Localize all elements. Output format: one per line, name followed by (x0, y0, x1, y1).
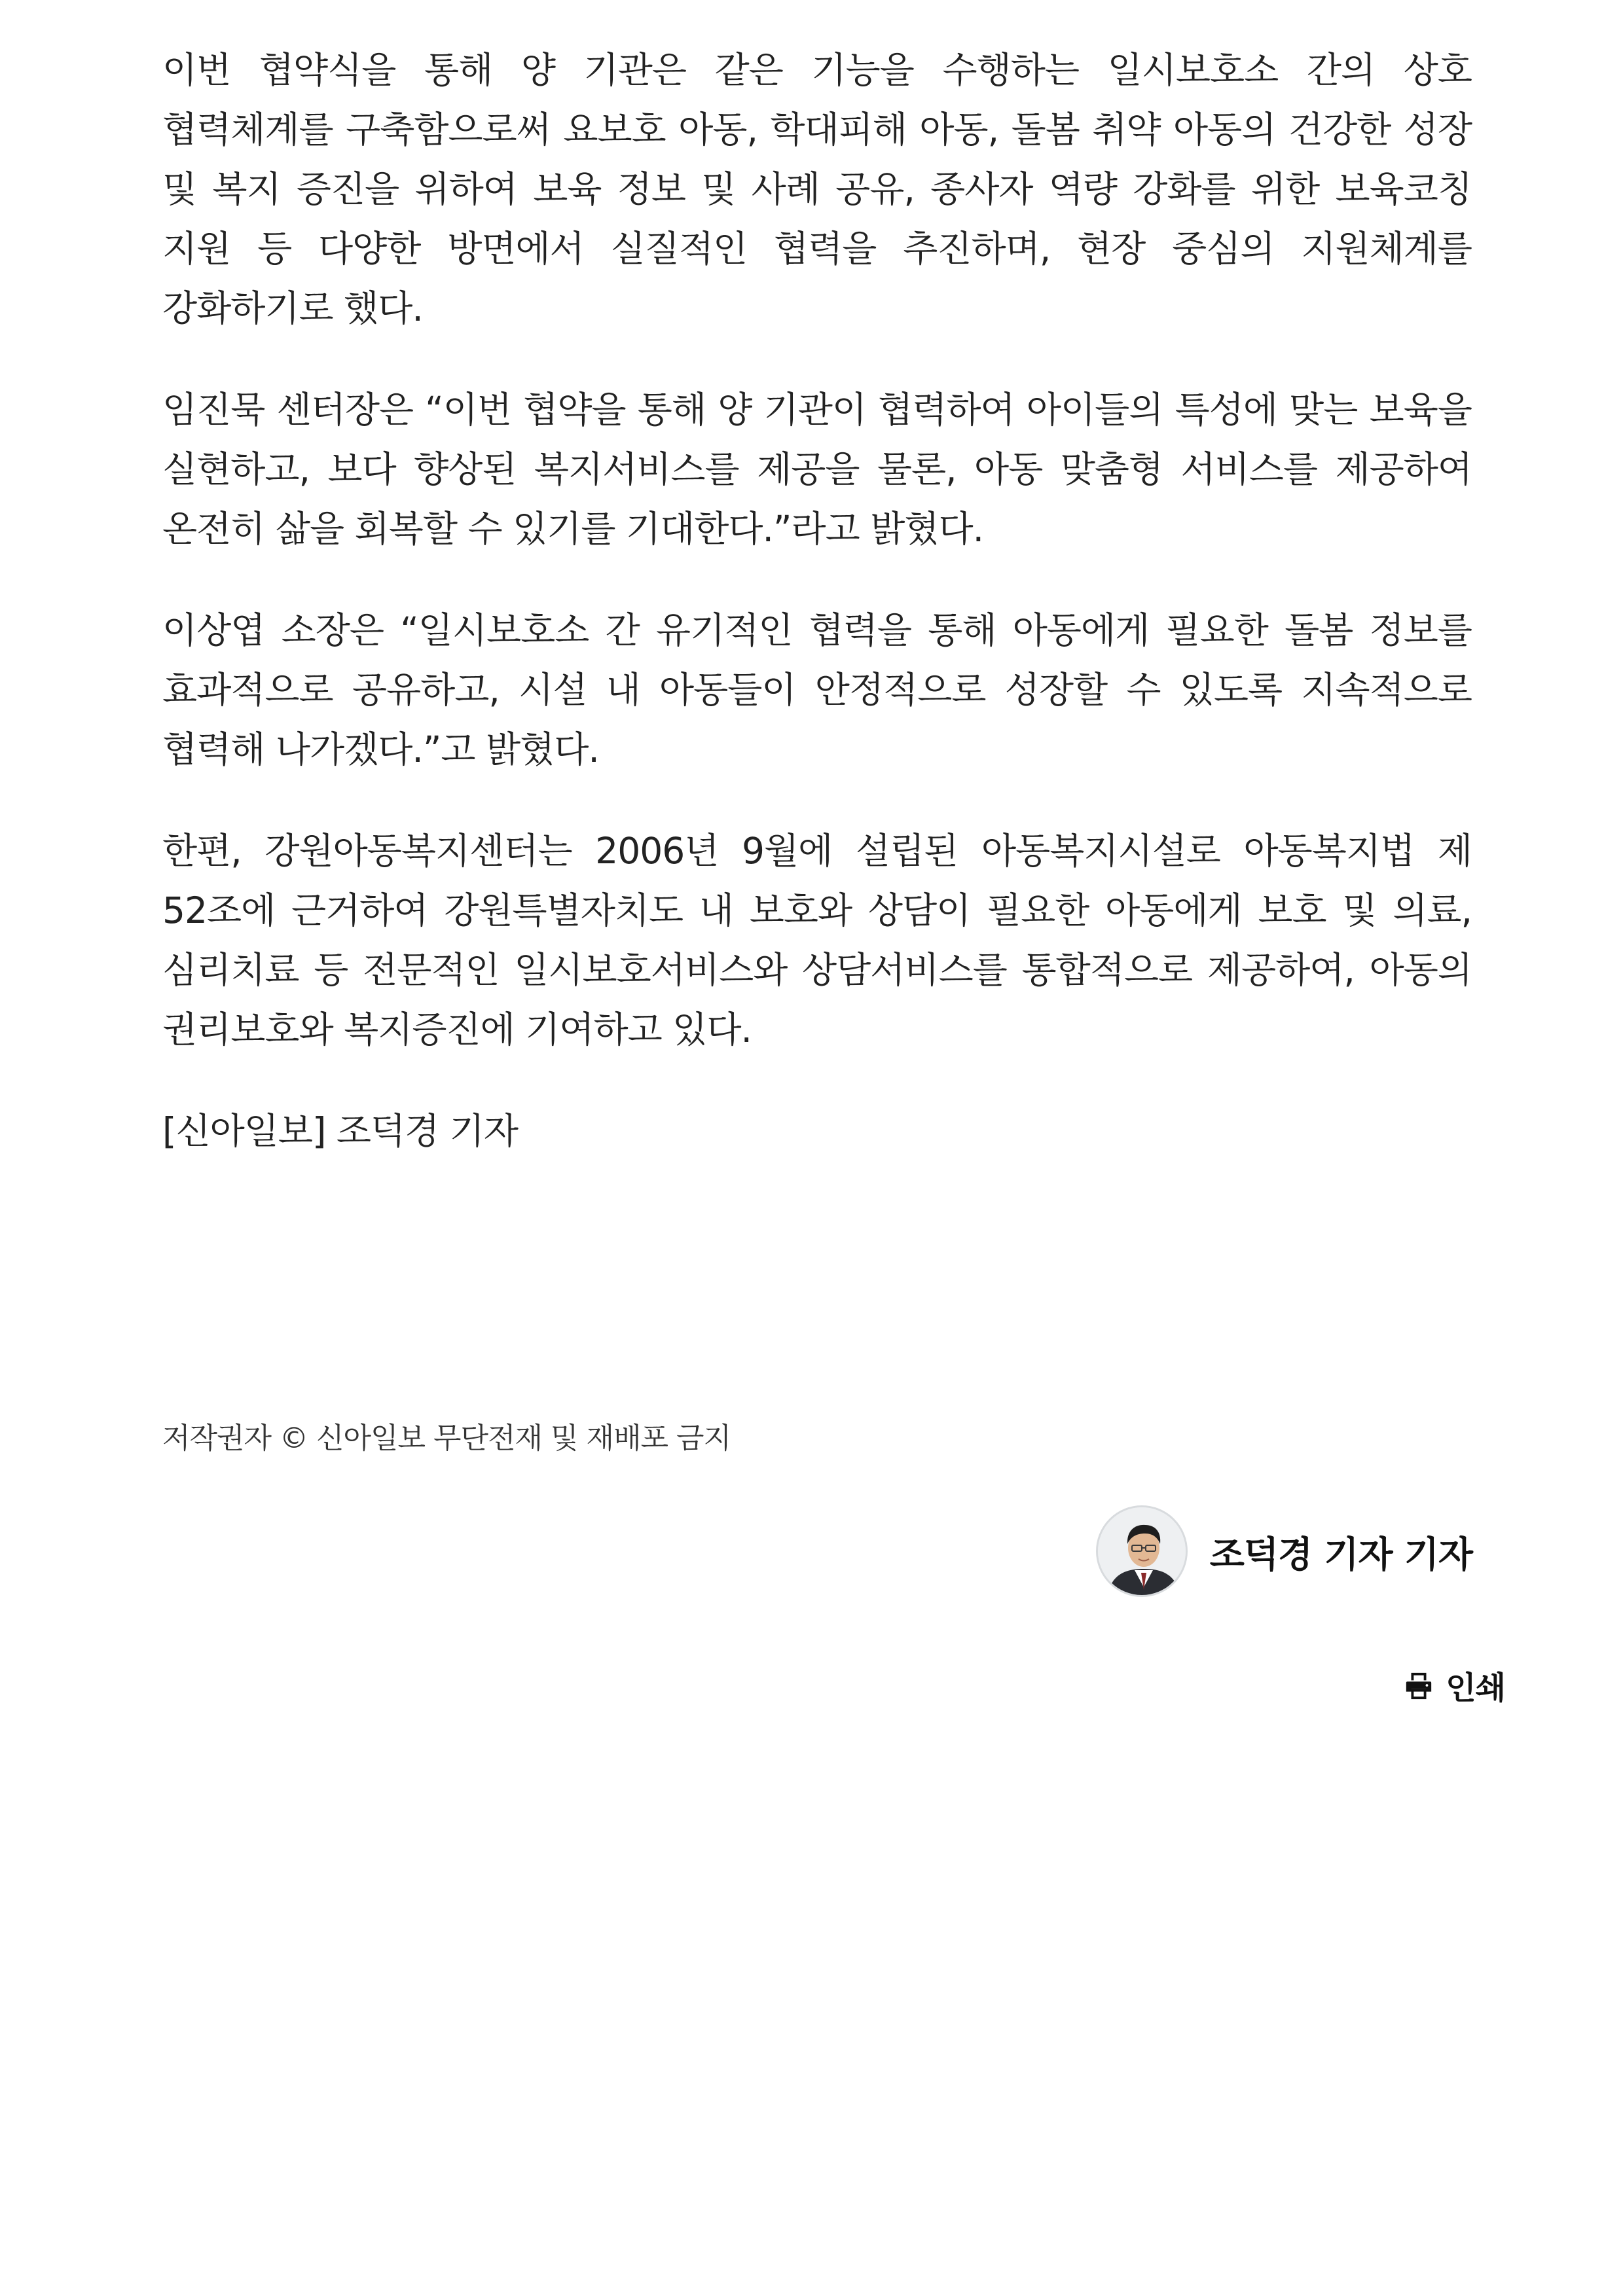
article-paragraph-4: 한편, 강원아동복지센터는 2006년 9월에 설립된 아동복지시설로 아동복지법 제 52조에 근거하여 강원특별자치도 내 보호와 상담이 필요한 아동에게 보호 및 의료, 심리치료 등 전문적인 일시보호서비스와 상담서비스를 통합적으로 제공하여, 아동의 권리보호와 복지증진에 기여하고 있다. (162, 830, 1472, 1050)
printer-icon (1404, 1670, 1434, 1700)
article-paragraph-3: 이상엽 소장은 “일시보호소 간 유기적인 협력을 통해 아동에게 필요한 돌봄 정보를 효과적으로 공유하고, 시설 내 아동들이 안정적으로 성장할 수 있도록 지속적으로 협력해 나가겠다.”고 밝혔다. (162, 609, 1472, 770)
article-paragraph-2: 임진묵 센터장은 “이번 협약을 통해 양 기관이 협력하여 아이들의 특성에 맞는 보육을 실현하고, 보다 향상된 복지서비스를 제공을 물론, 아동 맞춤형 서비스를 제공하여 온전히 삶을 회복할 수 있기를 기대한다.”라고 밝혔다. (162, 389, 1472, 550)
author-name[interactable]: 조덕경 기자 기자 (1209, 1533, 1472, 1575)
reporter-portrait-icon (1098, 1507, 1188, 1597)
article-paragraph-1: 이번 협약식을 통해 양 기관은 같은 기능을 수행하는 일시보호소 간의 상호 협력체계를 구축함으로써 요보호 아동, 학대피해 아동, 돌봄 취약 아동의 건강한 성장 및 복지 증진을 위하여 보육 정보 및 사례 공유, 종사자 역량 강화를 위한 보육코칭 지원 등 다양한 방면에서 실질적인 협력을 추진하며, 현장 중심의 지원체계를 강화하기로 했다. (162, 49, 1472, 329)
article-byline: [신아일보] 조덕경 기자 (162, 1110, 519, 1152)
author-avatar[interactable] (1096, 1505, 1188, 1597)
copyright-notice: 저작권자 © 신아일보 무단전재 및 재배포 금지 (162, 1422, 731, 1455)
print-label[interactable]: 인쇄 (1446, 1670, 1505, 1706)
article-body (162, 41, 1472, 1161)
print-button[interactable] (1404, 1662, 1505, 1708)
author-box[interactable] (1096, 1505, 1472, 1597)
